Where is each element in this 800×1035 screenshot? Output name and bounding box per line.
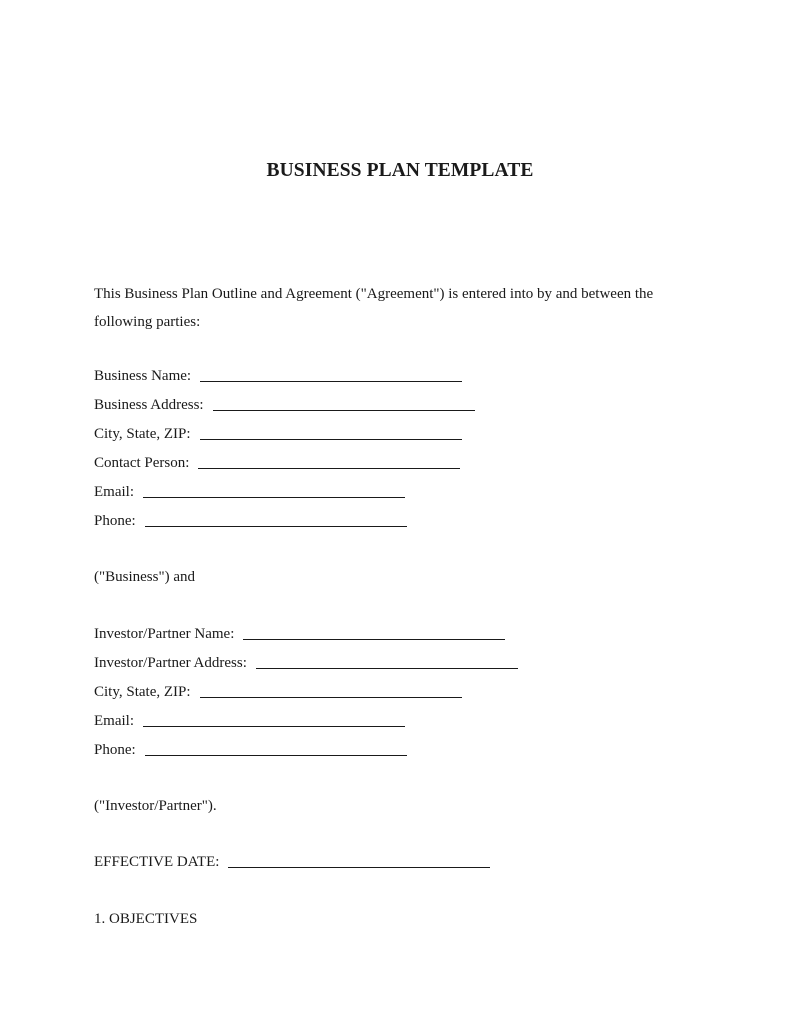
- intro-paragraph: This Business Plan Outline and Agreement ("Agreement") is entered into by and between the following parties:: [94, 286, 654, 330]
- business-tag: ("Business") and: [94, 569, 195, 585]
- business-name-label: Business Name:: [94, 368, 192, 384]
- investor-email-field: [94, 711, 405, 731]
- business-name-field: [94, 366, 462, 386]
- business-phone-field: [94, 511, 407, 531]
- business-city-state-zip-line[interactable]: [200, 439, 462, 440]
- contact-person-field: [94, 453, 460, 473]
- business-city-state-zip-field: [94, 424, 462, 444]
- business-phone-line[interactable]: [145, 526, 407, 527]
- contact-person-line[interactable]: [198, 468, 460, 469]
- effective-date-line[interactable]: [228, 867, 490, 868]
- effective-date-field: [94, 852, 490, 872]
- business-address-label: Business Address:: [94, 397, 204, 413]
- contact-person-label: Contact Person:: [94, 455, 190, 471]
- investor-phone-line[interactable]: [145, 755, 407, 756]
- effective-date-label: EFFECTIVE DATE:: [94, 854, 220, 870]
- investor-email-label: Email:: [94, 713, 134, 729]
- investor-address-line[interactable]: [256, 668, 518, 669]
- business-name-line[interactable]: [200, 381, 462, 382]
- investor-phone-field: [94, 740, 407, 760]
- investor-phone-label: Phone:: [94, 742, 136, 758]
- investor-name-label: Investor/Partner Name:: [94, 626, 235, 642]
- business-address-line[interactable]: [213, 410, 475, 411]
- investor-tag: ("Investor/Partner").: [94, 798, 217, 814]
- business-address-field: [94, 395, 475, 415]
- document-title: BUSINESS PLAN TEMPLATE: [266, 160, 534, 181]
- investor-address-label: Investor/Partner Address:: [94, 655, 247, 671]
- investor-city-state-zip-label: City, State, ZIP:: [94, 684, 191, 700]
- section-heading-objectives: 1. OBJECTIVES: [94, 911, 198, 927]
- business-email-label: Email:: [94, 484, 134, 500]
- investor-address-field: [94, 653, 518, 673]
- investor-city-state-zip-field: [94, 682, 462, 702]
- business-city-state-zip-label: City, State, ZIP:: [94, 426, 191, 442]
- business-phone-label: Phone:: [94, 513, 136, 529]
- investor-city-state-zip-line[interactable]: [200, 697, 462, 698]
- business-email-line[interactable]: [143, 497, 405, 498]
- investor-email-line[interactable]: [143, 726, 405, 727]
- investor-name-line[interactable]: [243, 639, 505, 640]
- investor-name-field: [94, 624, 505, 644]
- business-email-field: [94, 482, 405, 502]
